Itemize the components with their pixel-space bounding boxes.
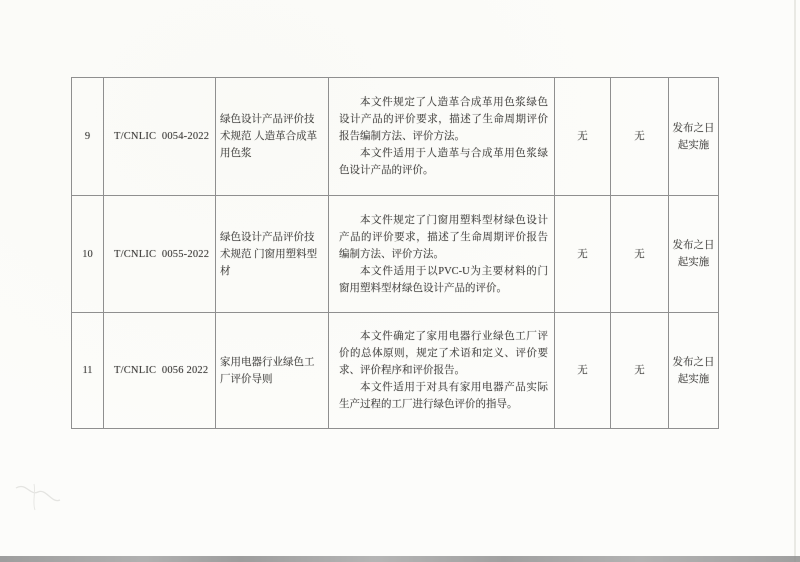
adopted-standard-cell: 无	[611, 196, 669, 313]
standard-name: 家用电器行业绿色工厂评价导则	[216, 313, 329, 429]
scope-paragraph: 本文件适用于人造革与合成革用色浆绿色设计产品的评价。	[339, 148, 548, 176]
scanner-bottom-edge	[0, 556, 800, 562]
pencil-smudge-mark	[8, 478, 118, 518]
standard-scope	[329, 313, 555, 429]
standard-name: 绿色设计产品评价技术规范 门窗用塑料型材	[216, 196, 329, 313]
scope-paragraph: 本文件规定了人造革合成革用色浆绿色设计产品的评价要求，描述了生命周期评价报告编制方法、评价方法。	[339, 97, 548, 142]
replaced-standard-cell: 无	[555, 196, 611, 313]
standard-code: T/CNLIC 0055-2022	[104, 196, 216, 313]
scan-page-right-edge	[794, 0, 796, 562]
scope-paragraph: 本文件适用于以PVC-U为主要材料的门窗用塑料型材绿色设计产品的评价。	[339, 265, 548, 294]
implementation-date: 发布之日起实施	[669, 313, 719, 429]
row-number: 9	[72, 78, 104, 196]
adopted-standard-cell: 无	[611, 313, 669, 429]
standard-scope	[329, 78, 555, 196]
scope-paragraph: 本文件确定了家用电器行业绿色工厂评价的总体原则，规定了术语和定义、评价要求、评价程序和评价报告。	[339, 331, 548, 376]
standard-scope	[329, 196, 555, 313]
row-number: 11	[72, 313, 104, 429]
table-row	[72, 313, 719, 429]
implementation-date: 发布之日起实施	[669, 196, 719, 313]
adopted-standard-cell: 无	[611, 78, 669, 196]
scope-paragraph: 本文件规定了门窗用塑料型材绿色设计产品的评价要求，描述了生命周期评价报告编制方法、评价方法。	[339, 214, 548, 260]
standard-name: 绿色设计产品评价技术规范 人造革合成革用色浆	[216, 78, 329, 196]
scope-paragraph: 本文件适用于对具有家用电器产品实际生产过程的工厂进行绿色评价的指导。	[339, 382, 548, 410]
table-row	[72, 196, 719, 313]
table-row	[72, 78, 719, 196]
standard-code: T/CNLIC 0056 2022	[104, 313, 216, 429]
replaced-standard-cell: 无	[555, 78, 611, 196]
row-number: 10	[72, 196, 104, 313]
standard-code: T/CNLIC 0054-2022	[104, 78, 216, 196]
replaced-standard-cell: 无	[555, 313, 611, 429]
standards-table	[71, 77, 719, 429]
implementation-date: 发布之日起实施	[669, 78, 719, 196]
